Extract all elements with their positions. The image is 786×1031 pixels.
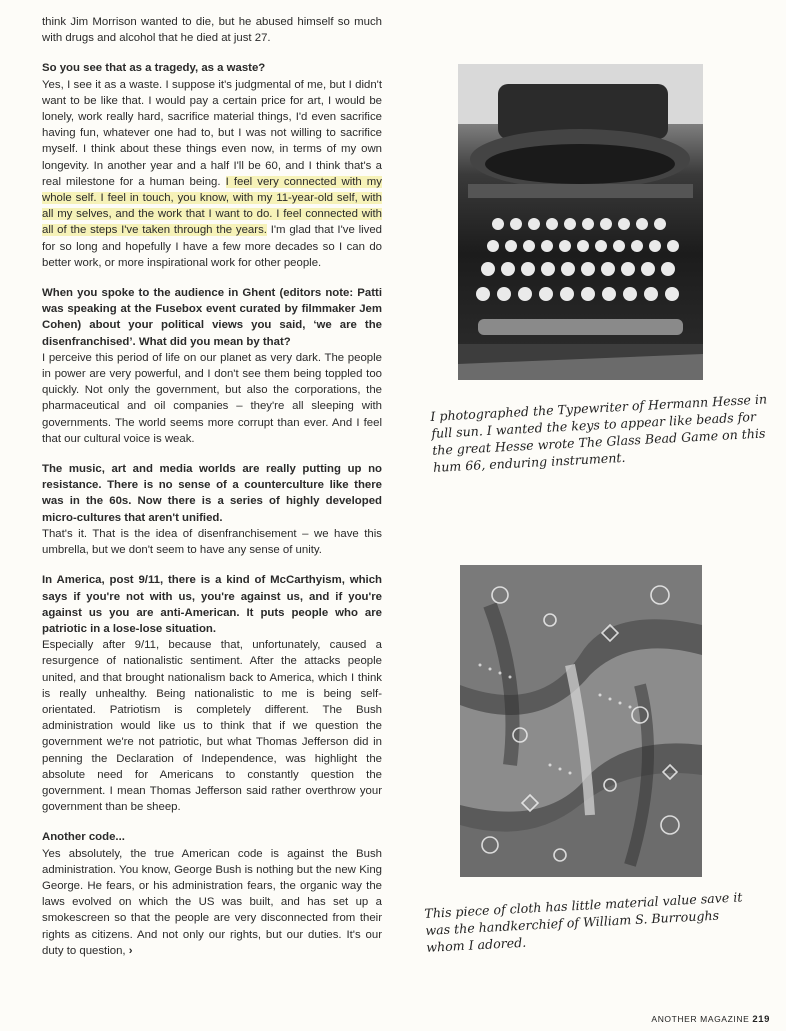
answer-tragedy-end: I'm glad that I've lived for so long and hopefully I have a few more decades so I can do better work, or more inspirational work for other people.	[42, 224, 383, 269]
typewriter-image	[458, 64, 703, 380]
page-number: 219	[752, 1014, 770, 1025]
handkerchief-image	[460, 565, 702, 877]
cloth-photo	[460, 565, 702, 877]
answer-disenfranchised: I perceive this period of life on our planet as very dark. The people in power are very powerful, and I don't see them being toppled too quickly. Not only the government, but also the corporations, the pharmaceutical and oil companies – they're all sleeping with governments. The world seems more corrupt than ever. And I feel that our cultural voice is weak.	[42, 351, 382, 445]
highlighted-quote: I feel very connected with my whole self. I feel in touch, you know, with my 11-year-old self, with all my selves, and the work that I want to do. I feel connected with all of the steps I've taken through the years.	[42, 175, 382, 237]
question-mccarthyism: In America, post 9/11, there is a kind of McCarthyism, which says if you're not with us, you're against us, and if you're against us you are anti-American. It puts people who are patriotic in a lose-lose situation.	[42, 574, 382, 635]
typewriter-caption: I photographed the Typewriter of Hermann Hesse in full sun. I wanted the keys to appear like beads for the great Hesse wrote The Glass Bead Game on this hum 66, enduring instrument.	[430, 391, 768, 475]
answer-mccarthyism: Especially after 9/11, because that, unfortunately, caused a resurgence of nationalistic sentiment. After the attacks people united, and that brought nationalism back to America, which I think is really unhealthy. Being nationalistic to me is being self-orientated. Patriotism is completely different. The Bush administration would like us to think that if we question the government we're not patriotic, but what Thomas Jefferson did in penning the Declaration of Independence, was highlight the absolute need for Americans to constantly question the government. I mean Thomas Jefferson said rather overthrow your government than be sheep.	[42, 639, 382, 814]
question-disenfranchised: When you spoke to the audience in Ghent (editors note: Patti was speaking at the Fusebox event curated by filmmaker Jem Cohen) about your political views you said, ‘we are the disenfranchised’. What did you mean by that?	[42, 287, 382, 348]
continue-arrow-icon: ›	[128, 944, 133, 957]
paragraph-intro: think Jim Morrison wanted to die, but he abused himself so much with drugs and alcohol that he died at just 27.	[42, 16, 382, 45]
answer-tragedy-start: Yes, I see it as a waste. I suppose it's judgmental of me, but I didn't want to be like that. I would pay a certain price for art, I would be lonely, work really hard, sacrifice material things, I'd even sacrifice having fun, whatever one had to, but I was not willing to sacrifice myself. I think about these things even now, in terms of my own longevity. In another year and a half I'll be 60, and I think that's a real milestone for a human being.	[42, 78, 382, 188]
magazine-name: ANOTHER MAGAZINE	[651, 1014, 750, 1024]
question-counterculture: The music, art and media worlds are really putting up no resistance. There is no sense of a counterculture like there was in the 60s. Now there is a series of highly developed micro-cultures that aren't unified.	[42, 463, 382, 524]
answer-another-code-text: Yes absolutely, the true American code is against the Bush administration. You know, George Bush is nothing but the new King George. He fears, or his administration fears, the organic way the laws evolved on which the US was built, and has set up a smokescreen so that the people are very disconnected from their rights as citizens. And not only our rights, but our duties. It's our duty to question,	[42, 847, 382, 957]
question-another-code: Another code...	[42, 831, 125, 844]
answer-counterculture: That's it. That is the idea of disenfranchisement – we have this umbrella, but we don't seem to have any sense of unity.	[42, 527, 382, 557]
cloth-caption: This piece of cloth has little material value save it was the handkerchief of William S. Burroughs whom I adored.	[424, 889, 743, 955]
page-footer	[651, 1014, 770, 1025]
article-column	[42, 14, 382, 959]
answer-another-code	[42, 846, 382, 959]
typewriter-photo	[458, 64, 703, 380]
answer-tragedy	[42, 77, 382, 271]
question-tragedy: So you see that as a tragedy, as a waste?	[42, 62, 266, 75]
